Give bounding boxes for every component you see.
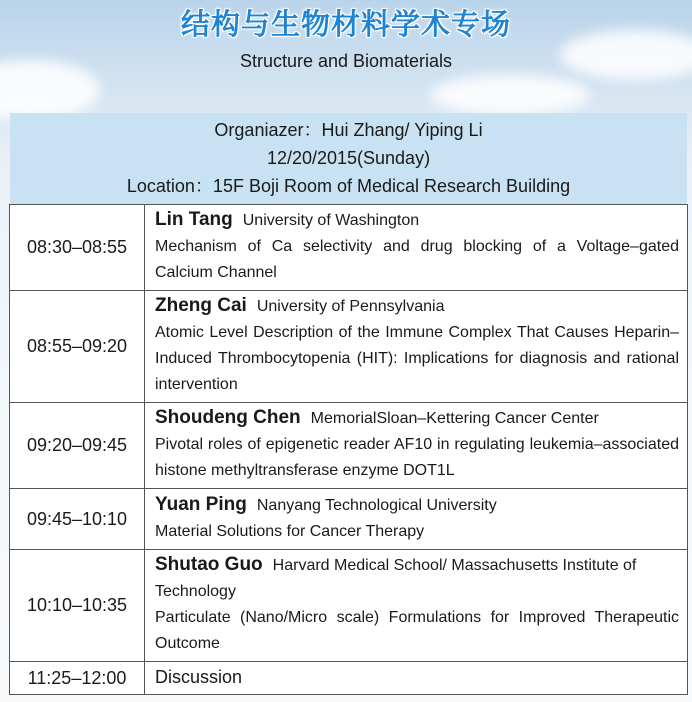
time-slot: 09:20–09:45 [10,403,145,489]
talk-title: Pivotal roles of epigenetic reader AF10 in regulating leukemia–associated histone methyltransferase enzyme DOT1L [155,436,679,479]
discussion-cell: Discussion [145,662,688,695]
page-title-chinese: 结构与生物材料学术专场 [180,7,511,41]
talk-title: Atomic Level Description of the Immune Complex That Causes Heparin–Induced Thrombocytopenia (HIT): Implications for diagnosis and rational intervention [155,324,679,393]
talk-cell [145,489,688,550]
location-line: Location：15F Boji Room of Medical Research Building [126,176,571,196]
schedule-row [10,489,688,550]
organizer-line: Organiazer：Hui Zhang/ Yiping Li [214,120,483,140]
schedule-row [10,291,688,403]
talk-cell [145,291,688,403]
time-slot: 10:10–10:35 [10,550,145,662]
talk-cell [145,205,688,291]
time-slot: 09:45–10:10 [10,489,145,550]
speaker-name: Shutao Guo [155,554,263,575]
speaker-affiliation: University of Washington [242,212,420,229]
talk-title: Mechanism of Ca selectivity and drug blocking of a Voltage–gated Calcium Channel [155,238,679,281]
schedule-row [10,205,688,291]
speaker-name: Yuan Ping [155,493,247,515]
speaker-name: Zheng Cai [155,295,247,316]
speaker-name: Lin Tang [155,209,233,230]
speaker-affiliation: Nanyang Technological University [256,496,497,514]
speaker-affiliation: MemorialSloan–Kettering Cancer Center [310,410,599,427]
time-slot: 08:55–09:20 [10,291,145,403]
speaker-name: Shoudeng Chen [155,407,301,428]
date-line: 12/20/2015(Sunday) [266,148,431,168]
schedule-row [10,662,688,695]
page-title-english: Structure and Biomaterials [239,51,453,71]
talk-title: Particulate (Nano/Micro scale) Formulations for Improved Therapeutic Outcome [155,609,679,652]
talk-cell [145,403,688,489]
talk-cell [145,550,688,662]
cloud-decoration [430,75,590,115]
speaker-affiliation: Harvard Medical School/ Massachusetts Institute of Technology [155,557,637,600]
time-slot: 08:30–08:55 [10,205,145,291]
session-info-panel [10,113,687,204]
time-slot: 11:25–12:00 [10,662,145,695]
talk-title: Material Solutions for Cancer Therapy [155,522,425,540]
schedule-row [10,403,688,489]
schedule-row [10,550,688,662]
schedule-table [9,204,688,695]
speaker-affiliation: University of Pennsylvania [256,298,445,315]
